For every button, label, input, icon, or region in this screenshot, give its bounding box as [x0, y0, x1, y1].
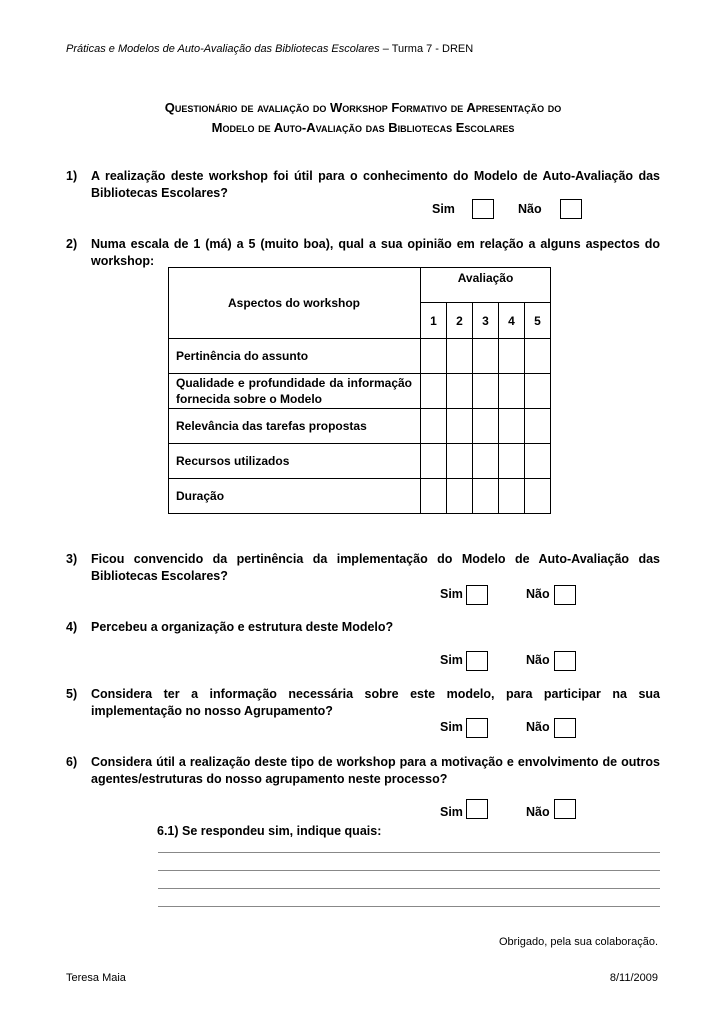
- question-1: [66, 168, 660, 202]
- rating-cell[interactable]: [421, 409, 447, 444]
- aspect-resources: Recursos utilizados: [169, 444, 421, 479]
- page-header: [66, 43, 473, 55]
- question-3: [66, 551, 660, 585]
- q4-yes-label: Sim: [440, 653, 463, 667]
- q3-yes-checkbox[interactable]: [466, 585, 488, 605]
- table-row: [169, 479, 551, 514]
- rating-cell[interactable]: [525, 374, 551, 409]
- question-2: [66, 236, 660, 270]
- q1-yes-checkbox[interactable]: [472, 199, 494, 219]
- q5-no-label: Não: [526, 720, 550, 734]
- rating-cell[interactable]: [447, 479, 473, 514]
- rating-cell[interactable]: [473, 444, 499, 479]
- rating-cell[interactable]: [473, 339, 499, 374]
- question-1-number: 1): [66, 169, 78, 183]
- rating-cell[interactable]: [499, 339, 525, 374]
- q6-yes-label: Sim: [440, 805, 463, 819]
- question-6-text: Considera útil a realização deste tipo de workshop para a motivação e envolvimento de outros agentes/estruturas do nosso agrupamento neste processo?: [91, 755, 660, 786]
- question-2-text: Numa escala de 1 (má) a 5 (muito boa), qual a sua opinião em relação a alguns aspectos do workshop:: [91, 237, 660, 268]
- question-2-number: 2): [66, 237, 78, 251]
- scale-2: 2: [447, 303, 473, 339]
- question-4-number: 4): [66, 620, 78, 634]
- question-4-text: Percebeu a organização e estrutura deste Modelo?: [91, 620, 394, 634]
- question-3-number: 3): [66, 552, 78, 566]
- question-3-text: Ficou convencido da pertinência da implementação do Modelo de Auto-Avaliação das Bibliotecas Escolares?: [91, 552, 660, 583]
- scale-1: 1: [421, 303, 447, 339]
- table-row: [169, 339, 551, 374]
- rating-cell[interactable]: [421, 479, 447, 514]
- table-row: [169, 444, 551, 479]
- q4-no-checkbox[interactable]: [554, 651, 576, 671]
- rating-cell[interactable]: [525, 409, 551, 444]
- q3-no-checkbox[interactable]: [554, 585, 576, 605]
- table-row: [169, 409, 551, 444]
- rating-cell[interactable]: [525, 339, 551, 374]
- scale-3: 3: [473, 303, 499, 339]
- question-1-text: A realização deste workshop foi útil para o conhecimento do Modelo de Auto-Avaliação das Bibliotecas Escolares?: [91, 169, 660, 200]
- rating-cell[interactable]: [447, 444, 473, 479]
- aspect-relevance-topic: Pertinência do assunto: [169, 339, 421, 374]
- header-course-title: Práticas e Modelos de Auto-Avaliação das Bibliotecas Escolares: [66, 43, 380, 55]
- answer-line-4[interactable]: [158, 906, 660, 907]
- aspects-header: Aspectos do workshop: [169, 268, 421, 339]
- question-6: [66, 754, 660, 788]
- q5-yes-label: Sim: [440, 720, 463, 734]
- aspect-task-relevance: Relevância das tarefas propostas: [169, 409, 421, 444]
- answer-line-1[interactable]: [158, 852, 660, 853]
- question-6-1-text: 6.1) Se respondeu sim, indique quais:: [157, 824, 382, 838]
- question-5-number: 5): [66, 687, 78, 701]
- q6-no-label: Não: [526, 805, 550, 819]
- evaluation-header: Avaliação: [421, 268, 551, 303]
- rating-cell[interactable]: [447, 339, 473, 374]
- aspect-information-quality: Qualidade e profundidade da informação fornecida sobre o Modelo: [169, 374, 421, 409]
- q3-yes-label: Sim: [440, 587, 463, 601]
- table-row: [169, 374, 551, 409]
- q4-no-label: Não: [526, 653, 550, 667]
- rating-cell[interactable]: [421, 374, 447, 409]
- q6-yes-checkbox[interactable]: [466, 799, 488, 819]
- q6-no-checkbox[interactable]: [554, 799, 576, 819]
- q5-yes-checkbox[interactable]: [466, 718, 488, 738]
- q1-no-checkbox[interactable]: [560, 199, 582, 219]
- rating-cell[interactable]: [421, 444, 447, 479]
- rating-cell[interactable]: [499, 479, 525, 514]
- answer-line-3[interactable]: [158, 888, 660, 889]
- title-line-1: Questionário de avaliação do Workshop Formativo de Apresentação do: [164, 100, 562, 115]
- rating-cell[interactable]: [499, 409, 525, 444]
- q5-no-checkbox[interactable]: [554, 718, 576, 738]
- rating-cell[interactable]: [421, 339, 447, 374]
- aspect-duration: Duração: [169, 479, 421, 514]
- thanks-note: Obrigado, pela sua colaboração.: [499, 936, 658, 948]
- q4-yes-checkbox[interactable]: [466, 651, 488, 671]
- question-5-text: Considera ter a informação necessária sobre este modelo, para participar na sua implementação no nosso Agrupamento?: [91, 687, 660, 718]
- question-6-number: 6): [66, 755, 78, 769]
- answer-line-2[interactable]: [158, 870, 660, 871]
- rating-cell[interactable]: [525, 444, 551, 479]
- scale-5: 5: [525, 303, 551, 339]
- footer-date: 8/11/2009: [609, 972, 658, 984]
- question-4: [66, 619, 660, 636]
- scale-4: 4: [499, 303, 525, 339]
- rating-cell[interactable]: [473, 374, 499, 409]
- question-5: [66, 686, 660, 720]
- rating-cell[interactable]: [447, 409, 473, 444]
- footer-author: Teresa Maia: [66, 972, 126, 984]
- rating-cell[interactable]: [525, 479, 551, 514]
- evaluation-table: [168, 267, 551, 514]
- rating-cell[interactable]: [473, 409, 499, 444]
- rating-cell[interactable]: [499, 444, 525, 479]
- page-title: [66, 98, 660, 138]
- rating-cell[interactable]: [447, 374, 473, 409]
- q1-no-label: Não: [518, 202, 542, 216]
- q1-yes-label: Sim: [432, 202, 455, 216]
- title-line-2: Modelo de Auto-Avaliação das Bibliotecas Escolares: [211, 120, 515, 135]
- q3-no-label: Não: [526, 587, 550, 601]
- rating-cell[interactable]: [473, 479, 499, 514]
- header-class: – Turma 7 - DREN: [379, 43, 474, 55]
- rating-cell[interactable]: [499, 374, 525, 409]
